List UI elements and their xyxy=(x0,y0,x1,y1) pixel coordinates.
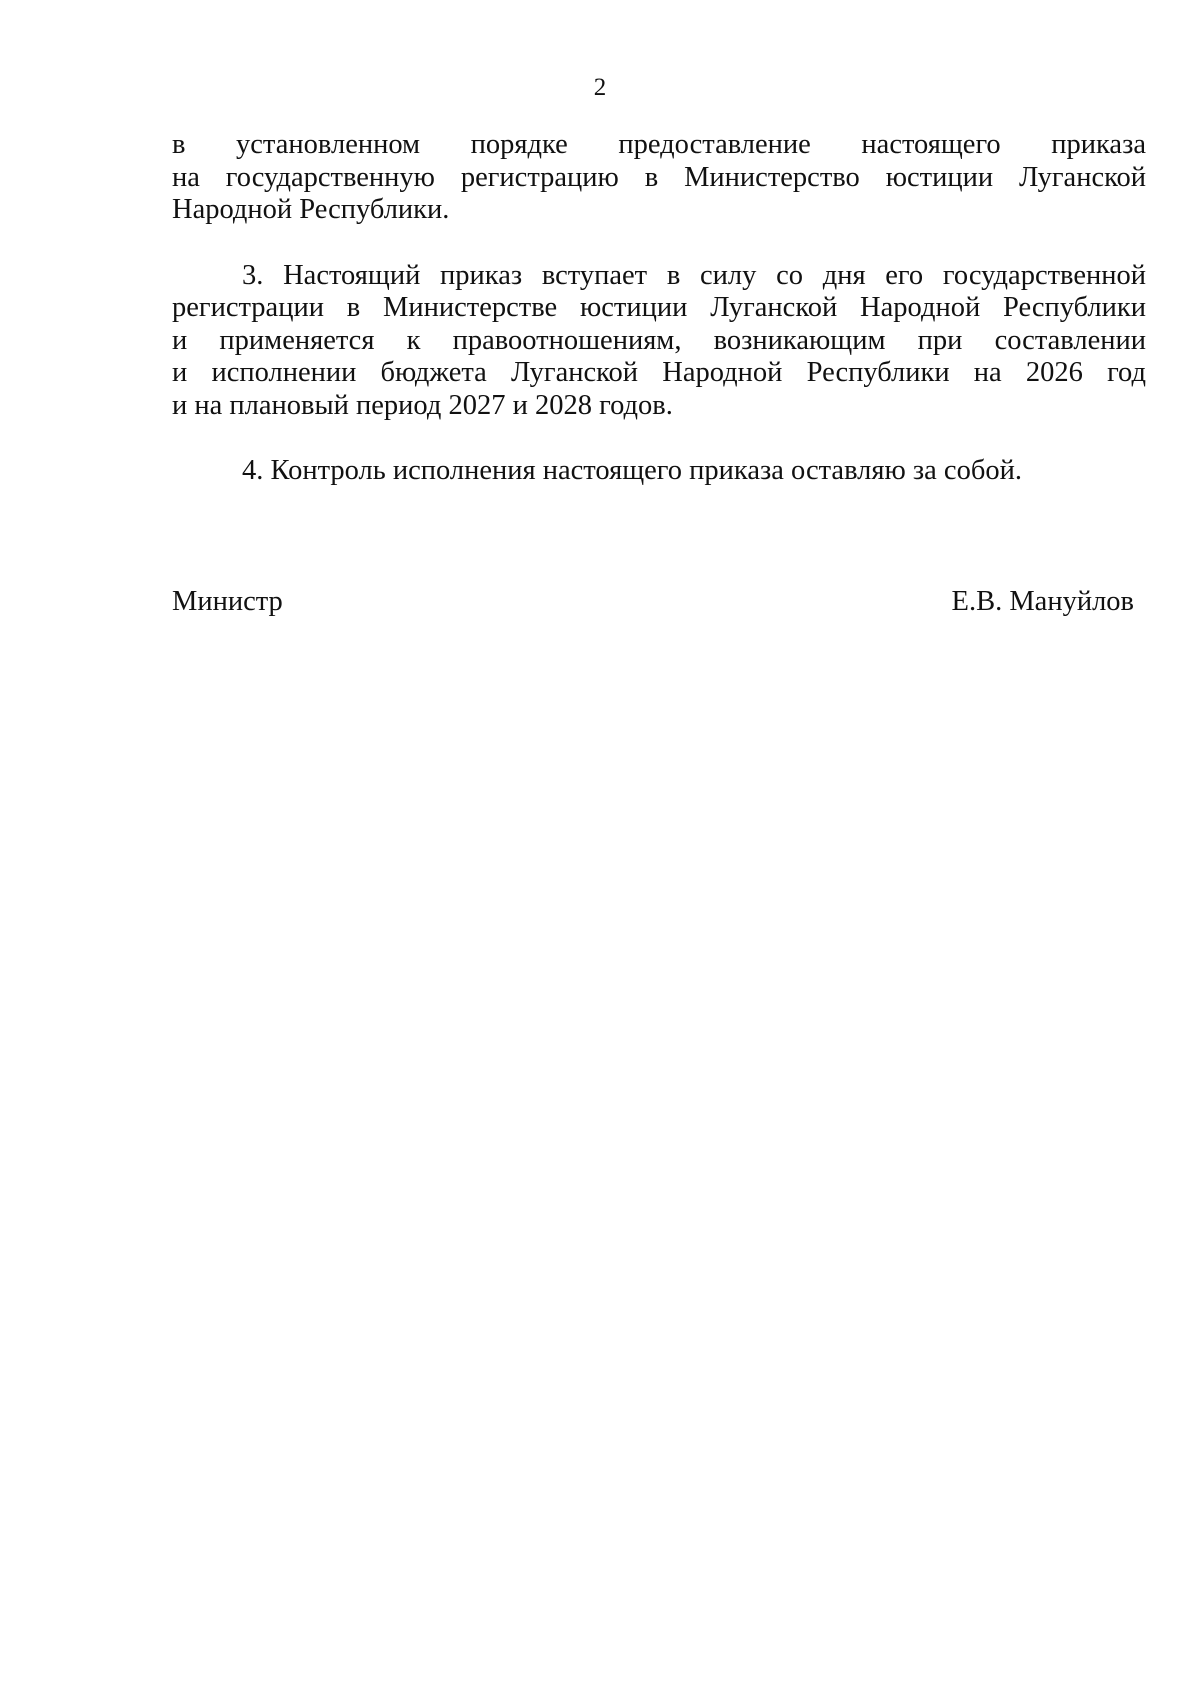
paragraph-spacer xyxy=(172,227,1146,260)
text-line: 4. Контроль исполнения настоящего приказа оставляю за собой. xyxy=(242,455,1022,486)
signatory-name: Е.В. Мануйлов xyxy=(951,586,1134,617)
text-line: и на плановый период 2027 и 2028 годов. xyxy=(172,389,673,421)
text-line: 3. Настоящий приказ вступает в силу со дня его государственной xyxy=(242,259,1146,291)
page-number: 2 xyxy=(593,74,607,101)
text-line: в установленном порядке предоставление настоящего приказа xyxy=(172,129,1146,160)
paragraph-4 xyxy=(172,455,1146,488)
paragraph-spacer xyxy=(172,422,1146,455)
signatory-title: Министр xyxy=(172,586,283,617)
text-line: Народной Республики. xyxy=(172,194,450,225)
text-line: и исполнении бюджета Луганской Народной Республики на 2026 год xyxy=(172,357,1146,388)
document-body xyxy=(172,129,1146,488)
text-line: на государственную регистрацию в Министерство юстиции Луганской xyxy=(172,161,1146,193)
text-line: и применяется к правоотношениям, возникающим при составлении xyxy=(172,324,1146,356)
paragraph-continuation xyxy=(172,129,1146,227)
text-line: регистрации в Министерстве юстиции Луганской Народной Республики xyxy=(172,292,1146,323)
paragraph-3 xyxy=(172,260,1146,423)
